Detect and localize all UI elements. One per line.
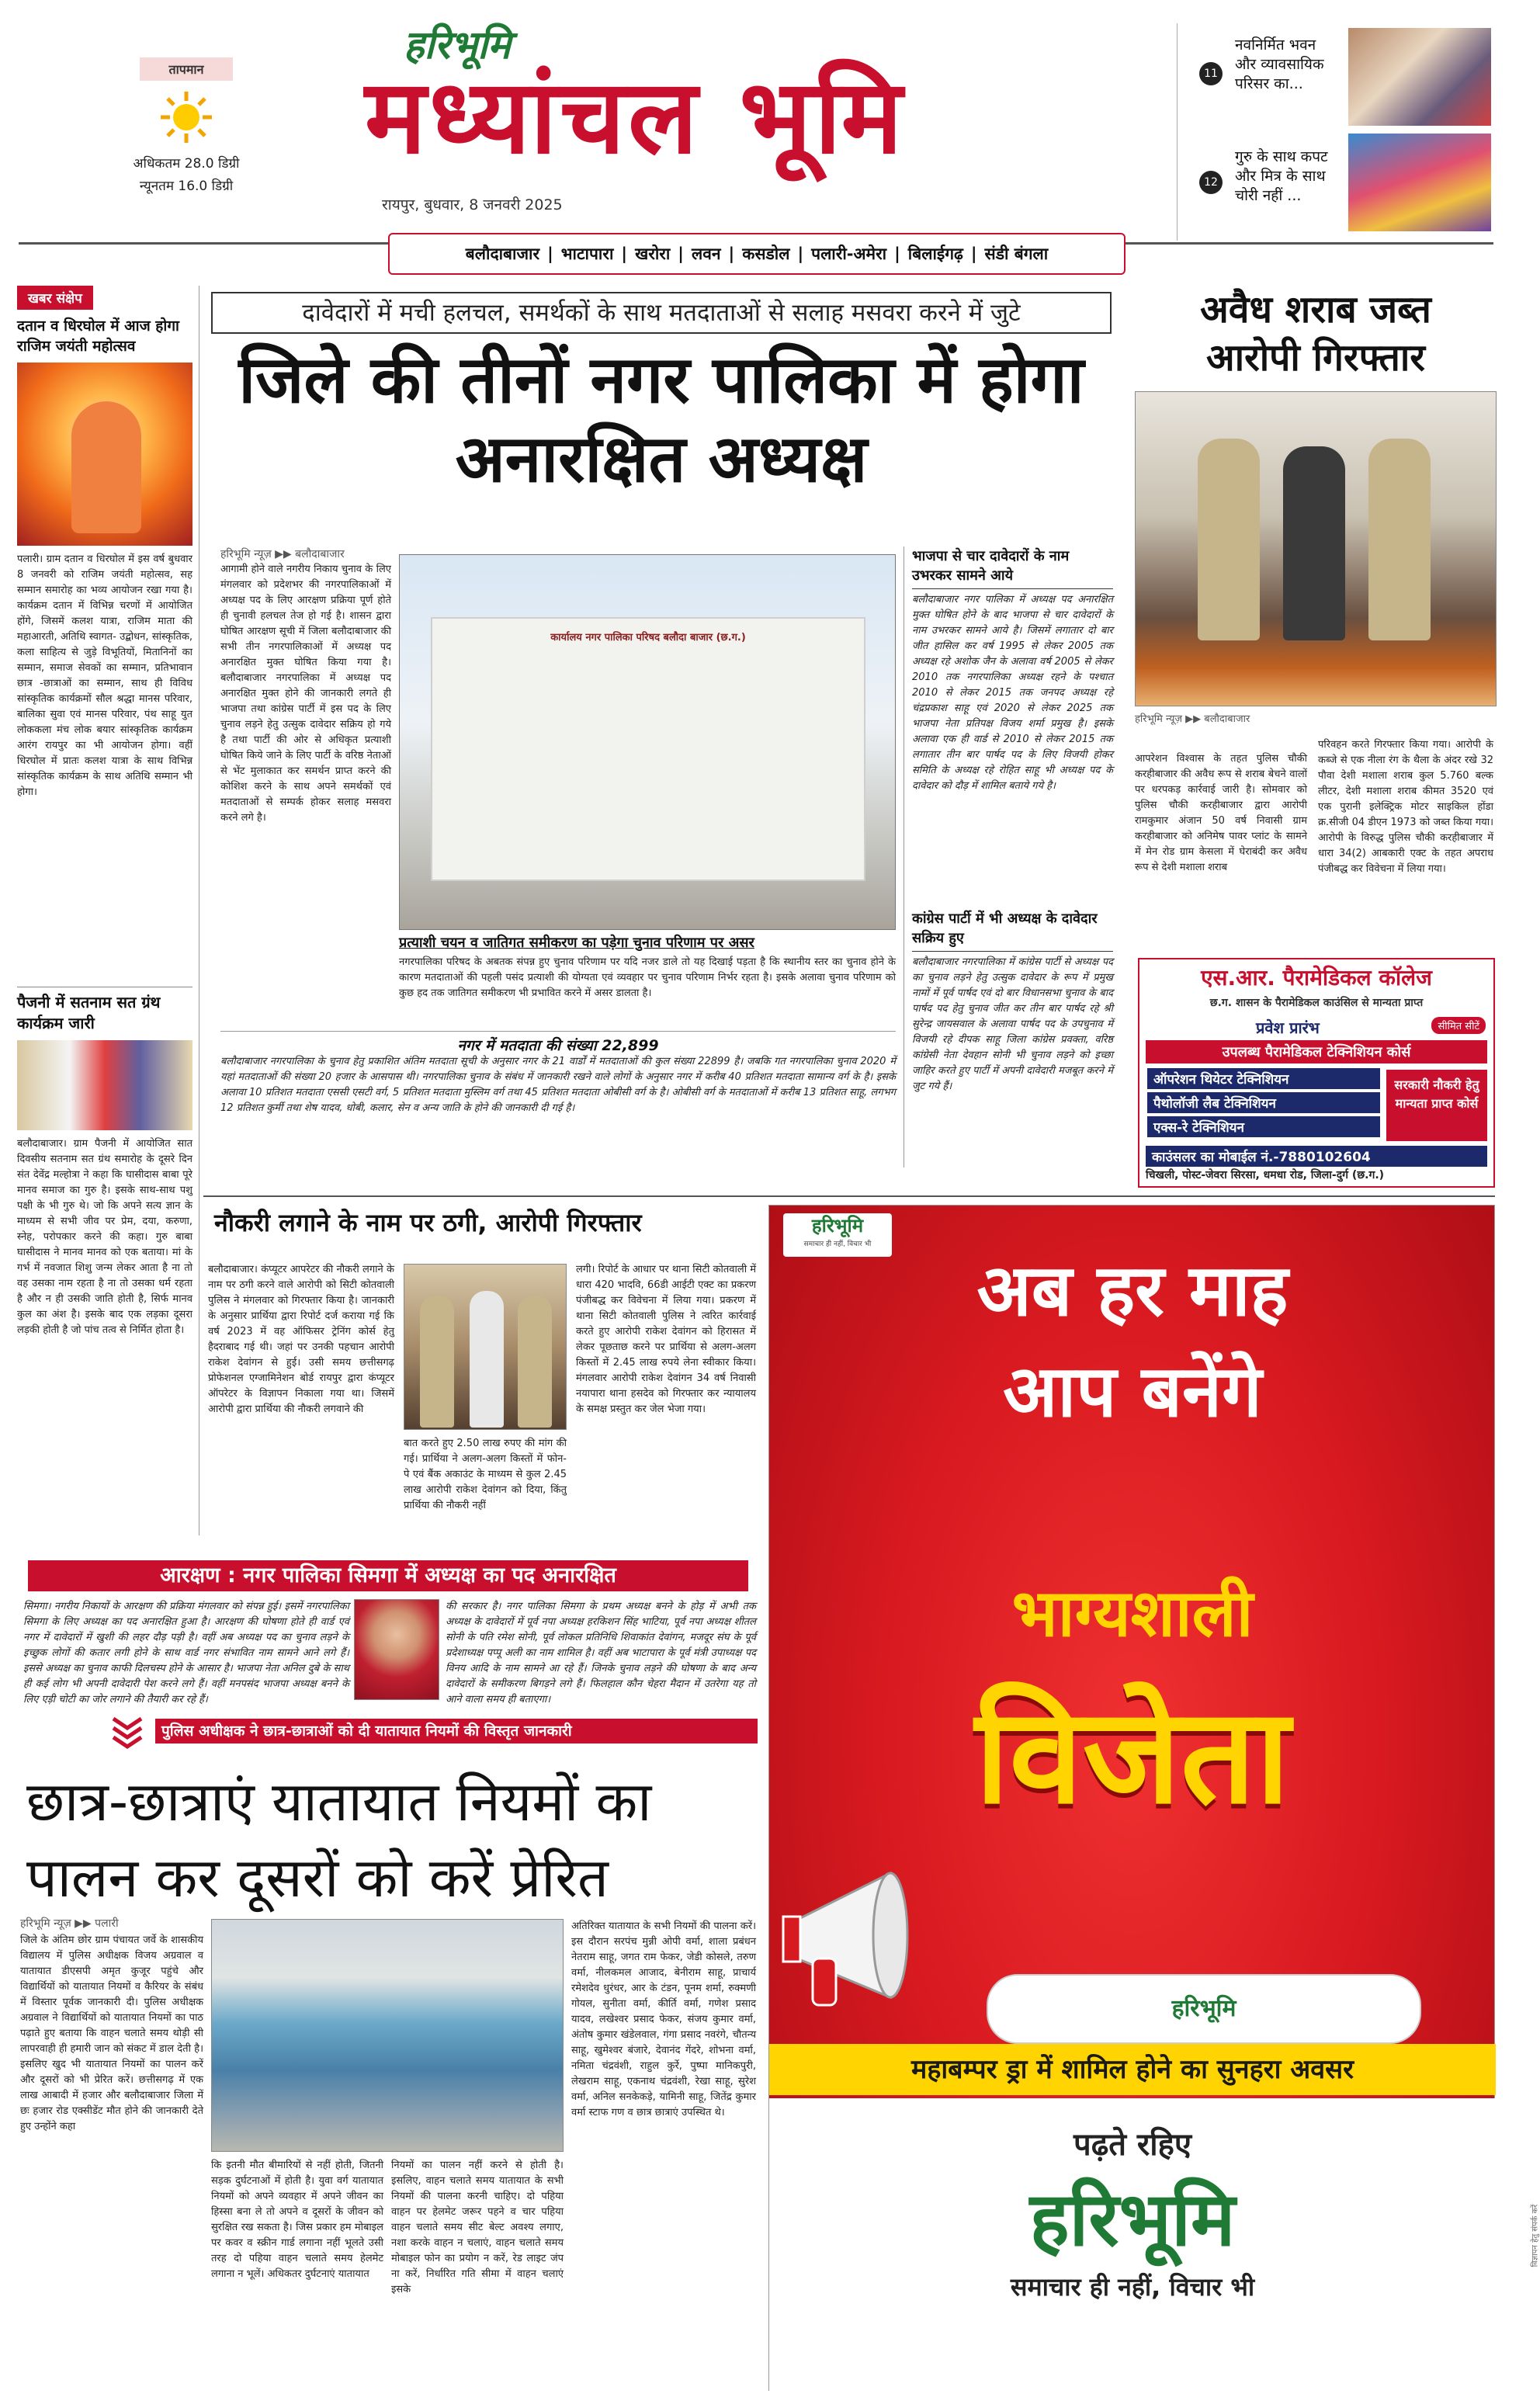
- keep-reading: पढ़ते रहिए: [1073, 2127, 1192, 2163]
- fraud-story: [206, 1205, 759, 1562]
- town-item[interactable]: संडी बंगला: [984, 245, 1049, 263]
- lead-kicker: दावेदारों में मची हलचल, समर्थकों के साथ मतदाताओं से सलाह मसवरा करने में जुटे: [211, 292, 1112, 334]
- town-item[interactable]: खरोरा: [635, 245, 671, 263]
- teaser-item[interactable]: [1196, 132, 1491, 236]
- weather-min: न्यूनतम 16.0 डिग्री: [139, 179, 234, 194]
- town-separator: |: [621, 245, 628, 263]
- fraud-headline[interactable]: नौकरी लगाने के नाम पर ठगी, आरोपी गिरफ्तार: [214, 1208, 642, 1237]
- town-bar: [388, 233, 1126, 275]
- brief-2-title[interactable]: पैजनी में सतनाम सत ग्रंथ कार्यक्रम जारी: [17, 987, 192, 1034]
- brand-logo: हरिभूमि: [404, 23, 511, 68]
- traffic-col-2: कि इतनी मौत बीमारियों से नहीं होती, जितनी सड़क दुर्घटनाओं में होती है। युवा वर्ग यातायात नियमों को अपने व्यवहार में अपने जीवन का हिस्सा बना ले तो अपने व दूसरों के जीवन को सुरक्षित रख सकता है। जिस प्रकार हम मोबाइल पर कवर व स्क्रीन गार्ड लगाना नहीं भूलते उसी तरह दो पहिया वाहन चलाते समय हेलमेट लगाना न भूलें। अधिकतर दुर्घटनाएं यातायात: [211, 2160, 387, 2280]
- brief-1-photo: [17, 363, 192, 546]
- town-separator: |: [970, 245, 977, 263]
- newspaper-roll: [987, 1974, 1421, 2044]
- college-address: चिखली, पोस्ट-जेवरा सिरसा, धमधा रोड, जिला-दुर्ग (छ.ग.): [1146, 1169, 1385, 1181]
- reservation-label: आरक्षण: [160, 1563, 220, 1587]
- town-separator: |: [894, 245, 900, 263]
- town-item[interactable]: पलारी-अमेरा: [811, 245, 887, 263]
- traffic-byline: हरिभूमि न्यूज़ ▶▶ पलारी: [20, 1917, 119, 1930]
- officer-figure: [1368, 439, 1431, 640]
- reservation-headline[interactable]: नगर पालिका सिमगा में अध्यक्ष का पद अनारक्षित: [243, 1563, 616, 1587]
- traffic-col-4: अतिरिक्त यातायात के सभी नियमों की पालना करें। इस दौरान सरपंच मुन्नी ओपी वर्मा, शाला प्रबंधन नेतराम साहू, जगत राम फेकर, जेडी कोसले, तरुण वर्मा, नीलकमल आजाद, बेनीराम साहू, प्राचार्य रमेशदेव धुरंधर, आर के टंडन, पूनम शर्मा, रुक्मणी गोयल, सुनीता वर्मा, कीर्ति वर्मा, गणेश प्रसाद यादव, लखेश्वर प्रसाद फेकर, संजय कुमार वर्मा, अंतोष कुमार खंडेलवाल, गंगा प्रसाद नवरंगे, चौतन्य साहू, खुमेश्वर बंजारे, देवानंद गेंदरे, शोभना वर्मा, नमिता चंद्रवंशी, राहुल कुर्रे, पुष्पा मानिकपुरी, लेखराम साहू, एकनाथ चंद्रवंशी, रेखा साहू, सुरेश वर्मा, अनिल सनकेकड़े, यामिनी साहू, जितेंद्र कुमार वर्मा स्टाफ गण व छात्र छात्राएं उपस्थित थे।: [571, 1920, 760, 2118]
- teaser-photo: [1348, 28, 1491, 126]
- officer-figure: [518, 1296, 552, 1428]
- college-ad[interactable]: [1138, 958, 1495, 1188]
- lead-story: [203, 286, 1119, 1186]
- liquor-byline: हरिभूमि न्यूज़ ▶▶ बलौदाबाजार: [1135, 713, 1250, 725]
- admission-label: प्रवेश प्रारंभ: [1256, 1018, 1320, 1037]
- sun-icon: [159, 90, 213, 144]
- teaser-page-badge: 12: [1199, 171, 1223, 194]
- promo-footer: [769, 2098, 1540, 2393]
- lead-headline[interactable]: जिले की तीनों नगर पालिका में होगा अनारक्षित अध्यक्ष: [238, 342, 1084, 497]
- congress-head: कांग्रेस पार्टी में भी अध्यक्ष के दावेदार सक्रिय हुए: [912, 909, 1113, 952]
- fraud-photo: [404, 1264, 567, 1430]
- town-separator: |: [797, 245, 804, 263]
- masthead-title: मध्यांचल भूमि: [365, 57, 906, 177]
- town-separator: |: [547, 245, 553, 263]
- town-item[interactable]: बलौदाबाजार: [465, 245, 540, 263]
- course-item: ऑपरेशन थियेटर टेक्निशियन: [1147, 1068, 1380, 1089]
- college-name: एस.आर. पैरामेडिकल कॉलेज: [1201, 965, 1432, 991]
- officer-figure: [1198, 439, 1260, 640]
- courses-title: उपलब्ध पैरामेडिकल टेक्निशियन कोर्स: [1146, 1040, 1487, 1063]
- teaser-box: [1177, 23, 1495, 241]
- promo-brand-tag: समाचार ही नहीं, विचार भी: [803, 1240, 872, 1248]
- teaser-page-badge: 11: [1199, 62, 1223, 85]
- brief-1-body: पलारी। ग्राम दतान व धिरघोल में इस वर्ष बुधवार 8 जनवरी को राजिम जयंती महोत्सव, सह सम्मान समारोह का भव्य आयोजन रखा गया है। कार्यक्रम दतान में विभिन्न चरणों में आयोजित होंगे, जिसमें कलश यात्रा, राजिम माता की महाआरती, अतिथि स्वागत- उद्बोधन, सांस्कृतिक, कला साहित्य से जुड़े विभूतियों, मितानिनों का सम्मान, समाज सेवकों का सम्मान, प्रतिभावान छात्र -छात्राओं का सम्मान, साथ ही विविध सांस्कृतिक कार्यक्रमों सौल श्रद्धा मानस परिवार, बालिका सुवा एवं मानस परिवार, पंथ साहू युत लोककला मंच लोक बयार सांस्कृतिक कार्यक्रम आरंग रायपुर का भी आयोजन होगा। वहीं धिरघोल में प्रातः कलश यात्रा के साथ विभिन्न सांस्कृतिक कार्यक्रम के साथ अतिथि सम्मान भी होगा।: [17, 553, 196, 798]
- town-item[interactable]: लवन: [691, 245, 721, 263]
- teaser-photo: [1348, 134, 1491, 231]
- liquor-col-1: आपरेशन विश्वास के तहत पुलिस चौकी करहीबाजार की अवैध रूप से शराब बेचने वालों पर धरपकड़ कार्रवाई जारी है। सोमवार को पुलिस चौकी करहीबाजार द्वारा आरोपी रामकुमार अंजान 50 वर्ष निवासी ग्राम करहीबाजार को अनिमेष पावर प्लांट के सामने में मेन रोड ग्राम केसला में घेराबंदी कर अवैध रूप से देशी मशाला शराब: [1135, 753, 1311, 873]
- final-brand: हरिभूमि: [1029, 2176, 1236, 2263]
- building-facade: [431, 617, 865, 881]
- final-tag: समाचार ही नहीं, विचार भी: [1010, 2272, 1255, 2302]
- town-item[interactable]: भाटापारा: [560, 245, 614, 263]
- roll-brand: हरिभूमि: [1171, 1995, 1237, 2022]
- traffic-story: [17, 1716, 759, 2391]
- traffic-kicker: पुलिस अधीक्षक ने छात्र-छात्राओं को दी यातायात नियमों की विस्तृत जानकारी: [155, 1719, 758, 1744]
- reservation-story: [17, 1560, 759, 1708]
- section-rule: [203, 1195, 1495, 1197]
- town-item[interactable]: बिलाईगढ़: [907, 245, 963, 263]
- liquor-story: [1135, 286, 1497, 969]
- brief-1-title[interactable]: दतान व धिरघोल में आज होगा राजिम जयंती महोत्सव: [17, 317, 179, 355]
- promo-ad[interactable]: [768, 1205, 1540, 2391]
- lead-col-1: आगामी होने वाले नगरीय निकाय चुनाव के लिए मंगलवार को प्रदेशभर की नगरपालिकाओं में अध्यक्ष पद के लिए आरक्षण प्रक्रिया पूर्ण होते ही चुनावी हलचल तेज हो गई है। शासन द्वारा घोषित आरक्षण सूची में जिला बलौदाबाजार की सभी तीन नगरपालिकाओं में अध्यक्ष पद अनारक्षित मुक्त घोषित किया गया है। बलौदाबाजार नगरपालिका में अध्यक्ष पद अनारक्षित मुक्त होने की जानकारी लगते ही भाजपा तथा कांग्रेस पार्टी में इस पद के लिए चुनाव लड़ने हेतु उत्सुक दावेदार सक्रिय हो गये है तथा पार्टी की ओर से अधिकृत प्रत्याशी घोषित किये जाने के लिए पार्टी के वरिष्ठ नेताओं से भेंट मुलाकात कर समर्थन प्राप्त करने की कोशिश करने के साथ अपने समर्थकों एवं मतदाताओं से सम्पर्क होकर सलाह मसवरा करने लगे है।: [220, 564, 395, 824]
- reservation-col-1: सिमगा। नगरीय निकायों के आरक्षण की प्रक्रिया मंगलवार को संपन्न हुई। इसमें नगरपालिका सिमगा के लिए अध्यक्ष का पद अनारक्षित हुआ है। आरक्षण की घोषणा होते ही वार्ड एवं नगर में दावेदारों में खुशी की लहर दौड़ पड़ी है। वहीं अब अध्यक्ष पद का चुनाव लड़ने के इच्छुक लोगों की कतार लगी होने के साथ वार्ड नगर संभावित नाम सामने आने लगे हैं। इससे अध्यक्ष का चुनाव काफी दिलचस्प होने के आसार है। भाजपा नेता अनिल दुबे के साथ ही कई लोग भी अपनी दावेदारी पेश करने लगे हैं। वहीं मनपसंद भाजपा अध्यक्ष बनने के लिए एड़ी चोटी का जोर लगाने की तैयारी कर रहे हैं।: [23, 1601, 353, 1705]
- lead-under-caption: नगरपालिका परिषद के अबतक संपन्न हुए चुनाव परिणाम पर यदि नजर डाले तो यह दिखाई पड़ता है कि स्थानीय स्तर का चुनाव होने के कारण मतदाताओं की पहली पसंद प्रत्याशी की योग्यता एवं व्यवहार पर चुनाव परिणाम निर्भर रहता है। इसके अलावा चुनाव परिणाम को कुछ हद तक जातिगत समीकरण भी प्रभावित करने में असर डालता है।: [399, 956, 900, 999]
- bjp-head: भाजपा से चार दावेदारों के नाम उभरकर सामने आये: [912, 546, 1113, 589]
- fraud-col-2: बात करते हुए 2.50 लाख रुपए की मांग की गई। प्रार्थिया ने अलग-अलग किस्तों में फोन-पे एवं बैंक अकाउंट के माध्यम से कुल 2.45 लाख आरोपी राकेश देवांगन को दिया, किंतु प्रार्थिया की नौकरी नहीं: [404, 1438, 571, 1511]
- weather-box: [109, 57, 264, 236]
- liquor-col-2: परिवहन करते गिरफ्तार किया गया। आरोपी के कब्जे से एक नीला रंग के थैला के अंदर रखे 32 पौवा देशी मशाला शराब कुल 5.760 बल्क लीटर, देशी मशाला शराब कीमत 3520 एवं एक पुरानी इलेक्ट्रिक मोटर साइकिल होंडा क्र.सीजी 04 डीएन 1973 को जब्त किया गया। आरोपी के विरुद्ध पुलिस चौकी करहीबाजार में धारा 34(2) आबकारी एक्ट के तहत अपराध पंजीबद्ध कर विवेचना में लिया गया।: [1318, 739, 1497, 875]
- liquor-headline[interactable]: अवैध शराब जब्त आरोपी गिरफ्तार: [1200, 288, 1431, 380]
- liquor-photo: [1135, 391, 1497, 706]
- brief-2-body: बलौदाबाजार। ग्राम पैजनी में आयोजित सात दिवसीय सतनाम सत ग्रंथ समारोह के दूसरे दिन संत देवेंद्र मल्होत्रा ने कहा कि घासीदास बाबा पूरे मानव समाज का गुरु है। इसके साथ-साथ पशु पक्षी के भी गुरु थे। जो कि अपने सत्य ज्ञान के माध्यम से सभी जीव पर प्रेम, दया, करुणा, स्नेह, परोपकार करने की कहा। गुरु बाबा घासीदास ने मानव मानव को एक बताया। मां के गर्भ में नवजात शिशु जन्म लेकर आता है ना तो वह उसका नाम रहता है ना तो उसका धर्म रहता है और न ही उसकी जाति होती है, सिर्फ मानव कुल का अंश है। इसके बाद एक लड़का दूसरा लड़की होती है जो पांच तत्व से निर्मित होता है।: [17, 1138, 196, 1336]
- megaphone-icon: [782, 1865, 952, 2013]
- lucky-label: भाग्यशाली: [1011, 1575, 1254, 1651]
- traffic-photo: [211, 1919, 564, 2152]
- course-item: एक्स-रे टेक्निशियन: [1147, 1116, 1380, 1137]
- teaser-item[interactable]: [1196, 28, 1491, 129]
- teaser-text: गुरु के साथ कपट और मित्र के साथ चोरी नहीं ...: [1235, 148, 1328, 204]
- brief-2-photo: [17, 1040, 192, 1130]
- lead-byline: हरिभूमि न्यूज़ ▶▶ बलौदाबाजार: [220, 548, 345, 560]
- building-photo: [399, 554, 896, 930]
- building-sign: कार्यालय नगर पालिका परिषद बलौदा बाजार (छ.ग.): [550, 632, 746, 644]
- margin-note: विज्ञापन हेतु संपर्क करें: [1531, 2204, 1540, 2267]
- reservation-photo: [354, 1599, 439, 1700]
- voters-body: बलौदाबाजार नगरपालिका के चुनाव हेतु प्रकाशित अंतिम मतदाता सूची के अनुसार नगर के 21 वार्डों में मतदाताओं की कुल संख्या 22899 है। जबकि गत नगरपालिका चुनाव 2020 में यहां मतदाताओं की संख्या 20 हजार के आसपास थी। नगरपालिका चुनाव के संबंध में जानकारी रखने वाले लोगों के अनुसार नगर में करीब 40 प्रतिशत मतदाता सामान्य वर्ग के है। इसके अलावा 10 प्रतिशत मतदाता एससी एसटी वर्ग, 5 प्रतिशत मतदाता मुस्लिम वर्ग तथा 45 प्रतिशत मतदाता ओबीसी वर्ग के है। ओबीसी वर्ग के मतदाताओं में करीब 13 प्रतिशत साहू, लगभग 12 प्रतिशत कुर्मी तथा शेष यादव, धोबी, कलार, सेन व अन्य जाति के होने की जानकारी दी गई है।: [220, 1056, 900, 1114]
- congress-body: बलौदाबाजार नगरपालिका में कांग्रेस पार्टी से अध्यक्ष पद का चुनाव लड़ने हेतु उत्सुक दावेदार के रूप में प्रमुख नामों में पूर्व पार्षद एवं दो बार विधानसभा चुनाव के बाद पार्षद पद हेतु चुनाव जीत कर तीन बार पार्षद रहे श्री सुरेन्द्र जायसवाल के अलावा पार्षद पद के उपचुनाव में विजयी रहे दीपक साहू जिला कांग्रेस प्रवक्ता, वरिष्ठ कांग्रेसी नेता देवहान सोनी भी चुनाव लड़ने को इच्छा जाहिर करते हुए पार्टी में अपनी दावेदारी मजबूत करने में जुट गये हैं।: [912, 956, 1117, 1092]
- bjp-body: बलौदाबाजार नगर पालिका में अध्यक्ष पद अनारक्षित मुक्त घोषित होने के बाद भाजपा से चार दावेदारों के नाम उभरकर सामने आये है। जिसमें लगातार दो बार जीत हासिल कर वर्ष 1995 से लेकर 2005 तक अध्यक्ष रहे अशोक जैन के अलावा वर्ष 2005 से लेकर 2010 तक नगरपालिका अध्यक्ष रहने के पश्चात 2010 से लेकर 2015 तक जनपद अध्यक्ष रहे चंद्रप्रकाश साहू एवं 2020 से लेकर 2025 तक भाजपा नेता प्रतिपक्ष विजय शर्मा प्रमुख है। इसके अलावा एक ही वार्ड से 2010 से लेकर 2015 तक लगातार तीन बार पार्षद पद के लिए विजयी होकर समिति के अध्यक्ष रहे रोहित साहू भी अध्यक्ष पद के दावेदार को दौड़ में शामिल बताये गये है।: [912, 594, 1117, 792]
- weather-max: अधिकतम 28.0 डिग्री: [133, 156, 240, 172]
- seats-badge: सीमित सीटें: [1431, 1017, 1486, 1034]
- dateline: रायपुर, बुधवार, 8 जनवरी 2025: [382, 196, 563, 213]
- fraud-col-3: लगी। रिपोर्ट के आधार पर थाना सिटी कोतवाली में धारा 420 भादवि, 66डी आईटी एक्ट का प्रकरण पंजीबद्ध कर विवेचना में लिया गया। प्रकरण में थाना सिटी कोतवाली पुलिस ने त्वरित कार्रवाई करते हुए आरोपी राकेश देवांगन को हिरासत में लेकर पूछताछ करने पर प्रार्थिया से अलग-अलग किस्तों में 2.45 लाख रुपये लेना स्वीकार किया। मंगलवार आरोपी राकेश देवांगन 34 वर्ष निवासी नयापारा थाना हसदेव को गिरफ्तार कर न्यायालय के समक्ष प्रस्तुत कर जेल भेजा गया।: [576, 1264, 760, 1415]
- voters-head: नगर में मतदाता की संख्या 22,899: [220, 1031, 896, 1055]
- teaser-text: नवनिर्मित भवन और व्यावसायिक परिसर का...: [1235, 36, 1324, 92]
- traffic-col-3: नियमों का पालन नहीं करने से होती है। इसलिए, वाहन चलाते समय यातायात के सभी नियमों की पालना करनी चाहिए। दो पहिया वाहन पर हेलमेट जरूर पहने व चार पहिया वाहन चलाते समय सीट बेल्ट अवश्य लगाए, नशा करके वाहन न चलाएं, वाहन चलाते समय मोबाइल फोन का प्रयोग न करें, रेड लाइट जंप ना करें, निर्धारित गति सीमा में वाहन चलाएं इसके: [391, 2160, 567, 2295]
- bumper-banner: महाबम्पर ड्रा में शामिल होने का सुनहरा अवसर: [769, 2044, 1496, 2095]
- town-item[interactable]: कसडोल: [742, 245, 790, 263]
- officer-figure: [420, 1296, 454, 1428]
- reservation-banner: [28, 1560, 748, 1591]
- weather-label: तापमान: [140, 57, 233, 81]
- news-brief-column: [17, 286, 196, 1543]
- news-brief-tag: खबर संक्षेप: [17, 286, 93, 310]
- traffic-col-1: जिले के अंतिम छोर ग्राम पंचायत जर्वे के शासकीय विद्यालय में पुलिस अधीक्षक विजय अग्रवाल व यातायात डीएसपी अमृत कुजूर पहुंचे और विद्यार्थियों को यातायात नियमों व कैरियर के संबंध में विस्तार पूर्वक जानकारी दी। पुलिस अधीक्षक अग्रवाल ने विद्यार्थियों को यातायात नियमों का पाठ पढ़ाते हुए बताया कि वाहन चलाते समय थोड़ी सी लापरवाही ही हमारी जान को संकट में डाल देती है। इसलिए खुद भी यातायात नियमों का पालन करें और दूसरों को भी प्रेरित करें। छत्तीसगढ़ में एक लाख आबादी में हजार और बलौदाबाजार जिला में छः हजार रोड एक्सीडेंट मौत होने की जानकारी देते हुए उन्होंने कहा: [20, 1934, 207, 2132]
- promo-line-2: आप बनेंगे: [1003, 1350, 1262, 1433]
- traffic-kicker-bar: [17, 1716, 759, 1748]
- jobs-badge: सरकारी नौकरी हेतु मान्यता प्राप्त कोर्स: [1386, 1070, 1487, 1141]
- promo-brand: हरिभूमि: [811, 1215, 864, 1237]
- town-separator: |: [728, 245, 735, 263]
- college-recognition: छ.ग. शासन के पैरामेडिकल काउंसिल से मान्यता प्राप्त: [1209, 997, 1424, 1009]
- fraud-col-1: बलौदाबाजार। कंप्यूटर आपरेटर की नौकरी लगाने के नाम पर ठगी करने वाले आरोपी को सिटी कोतवाली पुलिस ने मंगलवार को गिरफ्तार किया है। जानकारी के अनुसार प्रार्थिया द्वारा रिपोर्ट दर्ज कराया गई कि वर्ष 2023 में वह ऑफिसर ट्रेनिंग कोर्स हेतु हैदराबाद गई थी। जहां पर उनकी पहचान आरोपी राकेश देवांगन से हुई। उसी समय छत्तीसगढ़ प्रोफेशनल एग्जामिनेशन बोर्ड रायपुर द्वारा कंप्यूटर ऑपरेटर के विज्ञापन निकाला गया था। जिसमें आरोपी द्वारा प्रार्थिया की नौकरी लगवाने की: [208, 1264, 398, 1415]
- winner-label: विजेता: [975, 1680, 1290, 1834]
- reservation-separator: :: [227, 1563, 236, 1587]
- promo-line-1: अब हर माह: [976, 1249, 1289, 1332]
- college-phone[interactable]: काउंसलर का मोबाईल नं.-7880102604: [1146, 1146, 1487, 1167]
- town-separator: |: [678, 245, 684, 263]
- course-item: पैथोलॉजी लैब टेक्निशियन: [1147, 1092, 1380, 1113]
- lead-photo-caption: प्रत्याशी चयन व जातिगत समीकरण का पड़ेगा चुनाव परिणाम पर असर: [399, 935, 754, 951]
- course-list: [1147, 1068, 1380, 1137]
- portrait-figure: [71, 401, 141, 533]
- chevrons-icon: [110, 1716, 144, 1747]
- accused-figure: [470, 1291, 504, 1428]
- accused-figure: [1283, 446, 1345, 640]
- reservation-col-2: की सरकार है। नगर पालिका सिमगा के प्रथम अध्यक्ष बनने के होड़ में अभी तक अध्यक्ष के दावेदारों में पूर्व नपा अध्यक्ष हरकिशन सिंह भाटिया, पूर्व नपा अध्यक्ष शीतल सोनी के पति रमेश सोनी, पूर्व लोकल प्रतिनिधि शिवाकांत देवांगन, मजदूर संघ के पूर्व प्रदेशाध्यक्ष पप्पू अली का नाम शामिल है। वहीं अब भाटापारा के पूर्व मंत्री उपाध्यक्ष पद विनय आदि के नाम सामने आ रहे हैं। जिनके चुनाव लड़ने की घोषणा के बाद अन्य दावेदारों के समीकरण बिगड़ने लगे हैं। फिलहाल कौन चेहरा मैदान में उतरेगा यह तो आने वाला समय ही बताएगा।: [446, 1601, 760, 1705]
- traffic-headline[interactable]: छात्र-छात्राएं यातायात नियमों का पालन कर दूसरों को करें प्रेरित: [26, 1770, 652, 1910]
- lead-sidebar: [904, 546, 1117, 1168]
